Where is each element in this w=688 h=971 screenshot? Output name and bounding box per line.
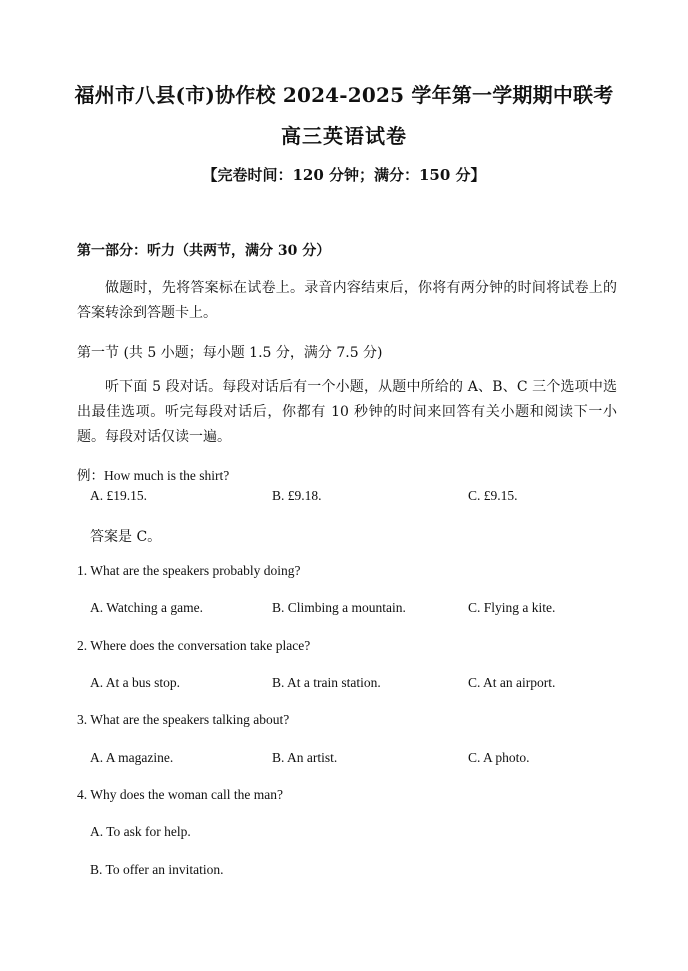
example-question: 例：How much is the shirt? (77, 468, 230, 483)
example-option-b: B. £9.18. (272, 488, 322, 503)
exam-subtitle: 高三英语试卷 (281, 124, 407, 148)
question-4: 4. Why does the woman call the man? (77, 787, 283, 802)
question-2-option-c: C. At an airport. (468, 675, 556, 690)
question-4-option-a: A. To ask for help. (90, 824, 191, 839)
part1-heading: 第一部分：听力（共两节，满分 30 分） (77, 243, 331, 259)
question-1-option-a: A. Watching a game. (90, 600, 204, 615)
question-2-option-a: A. At a bus stop. (90, 675, 181, 690)
part1-instructions: 做题时，先将答案标在试卷上。录音内容结束后，你将有两分钟的时间将试卷上的答案转涂到答题卡上。 (77, 280, 617, 321)
question-2-option-b: B. At a train station. (272, 675, 381, 690)
question-4-option-b: B. To offer an invitation. (90, 862, 224, 877)
example-answer: 答案是 C。 (90, 529, 162, 545)
question-3-option-a: A. A magazine. (90, 750, 174, 765)
section1-title: 第一节 (共 5 小题；每小题 1.5 分，满分 7.5 分) (77, 345, 383, 361)
example-option-a: A. £19.15. (90, 488, 147, 503)
section1-instructions: 听下面 5 段对话。每段对话后有一个小题，从题中所给的 A、B、C 三个选项中选出最佳选项。听完每段对话后，你都有 10 秒钟的时间来回答有关小题和阅读下一小题。每段对话仅读一遍。 (77, 379, 617, 445)
question-3-option-b: B. An artist. (272, 750, 338, 765)
exam-title: 福州市八县(市)协作校 2024-2025 学年第一学期期中联考 (74, 83, 614, 107)
question-1-option-b: B. Climbing a mountain. (272, 600, 406, 615)
example-option-c: C. £9.15. (468, 488, 518, 503)
question-1: 1. What are the speakers probably doing? (77, 563, 301, 578)
exam-time-score-info: 【完卷时间：120 分钟；满分：150 分】 (202, 166, 486, 184)
question-1-option-c: C. Flying a kite. (468, 600, 556, 615)
question-3-option-c: C. A photo. (468, 750, 530, 765)
question-3: 3. What are the speakers talking about? (77, 712, 290, 727)
question-2: 2. Where does the conversation take place? (77, 638, 311, 653)
